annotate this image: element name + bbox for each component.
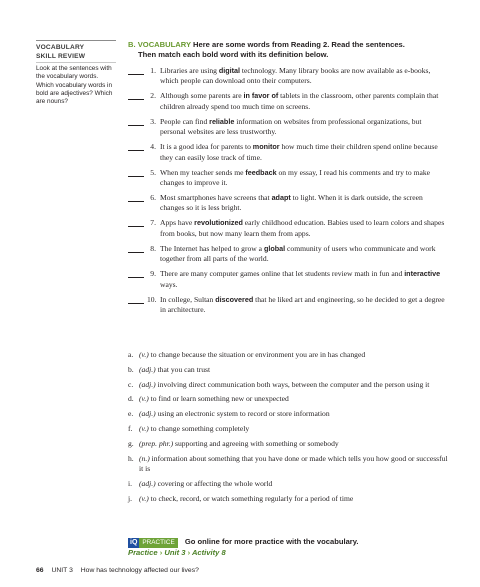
vocab-word: in favor of	[243, 91, 279, 101]
definition-body: supporting and agreeing with something or somebody	[173, 438, 339, 448]
practice-path	[128, 548, 458, 558]
definition-letter: a.	[128, 350, 134, 359]
definition-list	[128, 350, 448, 508]
vocab-word: interactive	[404, 269, 441, 279]
answer-blank	[128, 244, 144, 253]
vocab-word: reliable	[209, 116, 235, 126]
item-sentence	[160, 117, 448, 138]
sidebar-text: Look at the sentences with the vocabulary words. Which vocabulary words in bold are adjectives? Which are nouns?	[36, 65, 113, 105]
definition-letter: e.	[128, 409, 134, 419]
item-sentence	[160, 244, 448, 265]
item-sentence	[160, 66, 448, 87]
part-of-speech: (v.)	[139, 423, 149, 433]
sentence-before: In college, Sultan	[160, 294, 216, 304]
sentence-after: community of users who communicate and work together from all parts of the world.	[160, 243, 436, 264]
sentence-after: early childhood education. Babies used to learn colors and shapes from books, but now many learn them from apps.	[160, 218, 445, 238]
chevron-right-icon: ›	[159, 548, 163, 557]
definition-body: covering or affecting the whole world	[155, 478, 273, 488]
answer-blank	[128, 142, 144, 151]
item-sentence	[160, 168, 448, 189]
sentence-list	[128, 66, 448, 320]
instruction-line-2: Then match each bold word with its definition below.	[138, 50, 329, 60]
sentence-after: information on websites from professional organizations, but personal websites are less trustworthy.	[160, 116, 422, 137]
sentence-after: that he liked art and engineering, so he decided to get a degree in architecture.	[160, 294, 445, 315]
vocab-word: feedback	[245, 167, 277, 177]
item-sentence	[160, 142, 448, 163]
answer-blank	[128, 91, 144, 100]
definition-text	[139, 439, 448, 449]
sentence-before: Apps have	[160, 218, 195, 228]
definition-text	[139, 350, 448, 360]
sentence-before: Libraries are using	[160, 66, 219, 75]
exercise-title: VOCABULARY	[137, 40, 191, 49]
sidebar-title-line2: SKILL REVIEW	[36, 52, 86, 60]
sidebar-skill-review	[36, 40, 116, 106]
definition-text	[139, 394, 448, 404]
sentence-item	[128, 244, 448, 265]
answer-blank	[128, 168, 144, 177]
sentence-before: It is a good idea for parents to	[160, 142, 253, 152]
sentence-item	[128, 168, 448, 189]
practice-tag: PRACTICE	[139, 538, 177, 548]
sentence-after: tablets in the classroom, other parents complain that children already spend too much time on screens.	[160, 91, 439, 111]
sentence-before: When my teacher sends me	[160, 167, 246, 177]
sentence-item	[128, 142, 448, 163]
sentence-before: Most smartphones have screens that	[160, 193, 272, 203]
sentence-item	[128, 66, 448, 87]
definition-text	[139, 365, 448, 375]
vocab-word: adapt	[271, 193, 291, 203]
page-number: 66	[36, 567, 44, 574]
item-number: 10.	[147, 294, 157, 304]
vocab-word: global	[263, 243, 286, 253]
exercise-header	[128, 40, 448, 61]
definition-text	[139, 494, 448, 504]
sentence-after: technology. Many library books are now available as e-books, which people can download onto their computers.	[160, 66, 431, 86]
practice-text: Go online for more practice with the vocabulary.	[184, 537, 359, 546]
item-number: 6.	[150, 193, 156, 203]
sentence-before: People can find	[160, 116, 210, 126]
answer-blank	[128, 193, 144, 202]
definition-item	[128, 365, 448, 375]
item-number: 9.	[150, 269, 156, 279]
sentence-after: on my essay, I read his comments and try to make changes to improve it.	[160, 167, 431, 188]
sentence-after: how much time their children spend online because they can easily lose track of time.	[160, 142, 438, 162]
definition-item	[128, 394, 448, 404]
item-number: 1.	[150, 66, 156, 75]
item-number: 3.	[150, 116, 156, 126]
sentence-after: ways.	[160, 279, 178, 289]
sentence-before: Although some parents are	[160, 91, 244, 101]
definition-letter: j.	[128, 493, 133, 503]
item-number: 8.	[150, 243, 156, 253]
vocab-word: revolutionized	[194, 218, 243, 228]
sentence-item	[128, 218, 448, 239]
vocab-word: monitor	[252, 142, 280, 152]
definition-body: to change because the situation or environment you are in has changed	[148, 350, 366, 359]
definition-item	[128, 424, 448, 434]
vocab-word: discovered	[215, 294, 254, 304]
part-of-speech: (prep. phr.)	[139, 438, 174, 448]
sentence-before: The Internet has helped to grow a	[160, 243, 264, 253]
definition-letter: b.	[128, 364, 134, 374]
definition-letter: c.	[128, 379, 134, 389]
exercise-label: B.	[128, 40, 136, 49]
definition-item	[128, 350, 448, 360]
instruction-line-1: Here are some words from Reading 2. Read the sentences.	[193, 40, 405, 49]
unit-question: How has technology affected our lives?	[80, 567, 199, 574]
definition-letter: i.	[128, 478, 133, 488]
part-of-speech: (n.)	[139, 453, 150, 463]
sentence-item	[128, 269, 448, 290]
page-footer	[36, 566, 436, 576]
item-sentence	[160, 295, 448, 316]
answer-blank	[128, 117, 144, 126]
definition-text	[139, 424, 448, 434]
sentence-item	[128, 117, 448, 138]
definition-item	[128, 494, 448, 504]
item-sentence	[160, 193, 448, 214]
part-of-speech: (adj.)	[139, 379, 156, 389]
answer-blank	[128, 269, 144, 278]
answer-blank	[128, 295, 144, 304]
definition-text	[139, 454, 448, 475]
answer-blank	[128, 218, 144, 227]
online-practice-box	[128, 537, 458, 558]
definition-item	[128, 409, 448, 419]
item-number: 5.	[150, 167, 156, 177]
part-of-speech: (adj.)	[139, 478, 156, 488]
definition-body: to check, record, or watch something regularly for a period of time	[148, 493, 354, 503]
iq-logo: iQ	[130, 539, 138, 546]
sentence-item	[128, 295, 448, 316]
sentence-item	[128, 91, 448, 112]
sidebar-title-line1: VOCABULARY	[36, 44, 85, 51]
part-of-speech: (v.)	[139, 493, 149, 503]
definition-letter: h.	[128, 453, 134, 463]
sidebar-top-rule	[36, 40, 116, 41]
definition-text	[139, 409, 448, 419]
path-activity: Activity 8	[191, 548, 226, 557]
item-sentence	[160, 91, 448, 112]
vocab-word: digital	[218, 66, 241, 75]
sentence-item	[128, 193, 448, 214]
sentence-after: to light. When it is dark outside, the screen changes so it is less bright.	[160, 193, 423, 213]
sidebar-divider	[36, 62, 116, 63]
definition-item	[128, 439, 448, 449]
definition-body: that you can trust	[155, 364, 211, 374]
item-sentence	[160, 218, 448, 239]
definition-item	[128, 454, 448, 475]
chevron-right-icon: ›	[187, 548, 191, 557]
definition-body: involving direct communication both ways, between the computer and the person using it	[155, 379, 430, 389]
item-number: 2.	[150, 91, 156, 101]
path-unit: Unit 3	[164, 548, 186, 557]
definition-letter: d.	[128, 394, 134, 404]
item-number: 7.	[150, 218, 156, 228]
item-number: 4.	[150, 142, 156, 152]
definition-body: to change something completely	[148, 423, 250, 433]
item-sentence	[160, 269, 448, 290]
definition-body: information about something that you have done or made which tells you how good or successful it is	[139, 453, 448, 473]
definition-item	[128, 380, 448, 390]
part-of-speech: (v.)	[139, 394, 149, 404]
definition-text	[139, 380, 448, 390]
part-of-speech: (adj.)	[139, 409, 156, 419]
definition-letter: g.	[128, 438, 134, 448]
part-of-speech: (adj.)	[139, 364, 156, 374]
path-practice: Practice	[128, 548, 158, 557]
definition-text	[139, 479, 448, 489]
definition-letter: f.	[128, 423, 133, 433]
definition-body: using an electronic system to record or store information	[155, 409, 330, 419]
answer-blank	[128, 66, 144, 75]
definition-item	[128, 479, 448, 489]
definition-body: to find or learn something new or unexpected	[148, 394, 289, 404]
part-of-speech: (v.)	[139, 350, 149, 359]
unit-label: UNIT 3	[51, 567, 73, 574]
sentence-before: There are many computer games online that let students review math in fun and	[160, 269, 405, 279]
